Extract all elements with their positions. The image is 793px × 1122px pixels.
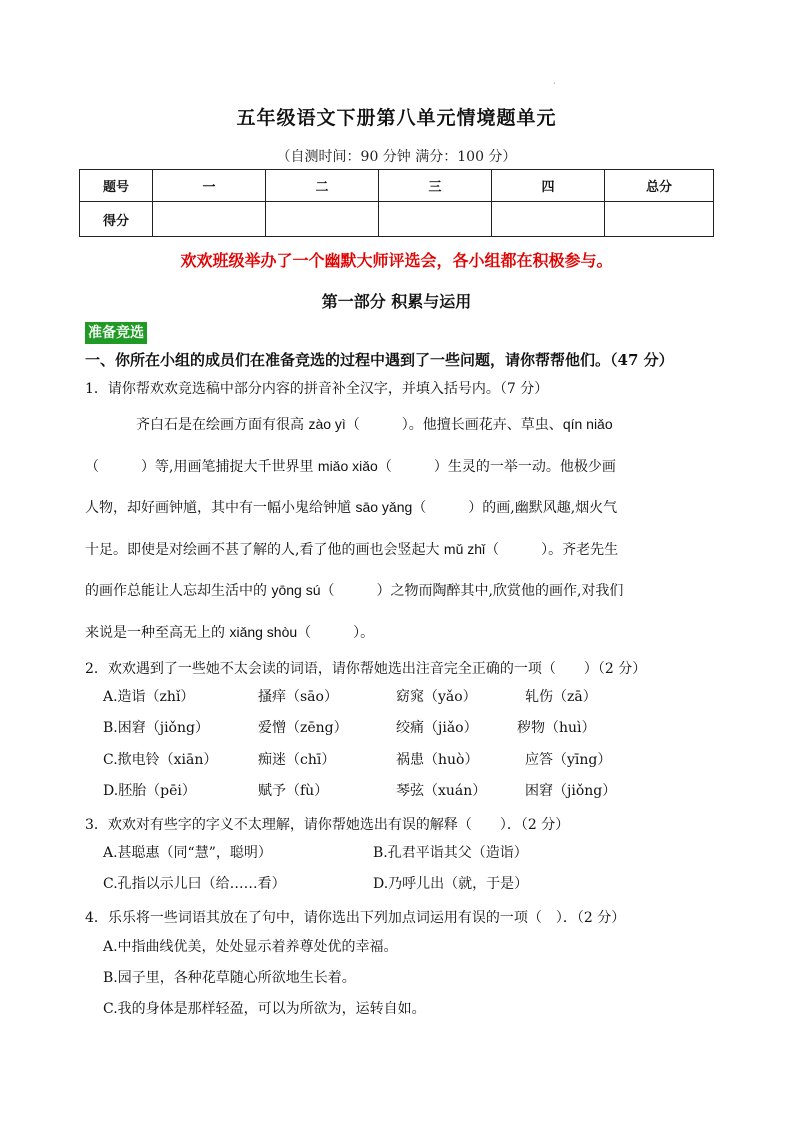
q4-option-a: A.中指曲线优美，处处显示着养尊处优的幸福。 bbox=[103, 939, 398, 955]
score-input-cell[interactable] bbox=[266, 202, 379, 237]
part-title: 第一部分 积累与运用 bbox=[321, 292, 472, 311]
q4-stem: 4．乐乐将一些词语其放在了句中，请你选出下列加点词运用有误的一项（ ）．（2 分） bbox=[85, 910, 626, 926]
score-input-cell[interactable] bbox=[379, 202, 492, 237]
score-input-cell[interactable] bbox=[153, 202, 266, 237]
section-tag: 准备竞选 bbox=[85, 322, 147, 344]
q1-text: （ ）。他擅长画花卉、草虫、 bbox=[345, 417, 563, 433]
q1-text: （ ）生灵的一举一动。他极少画 bbox=[377, 459, 616, 475]
q1-text: 的画作总能让人忘却生活中的 bbox=[85, 583, 272, 599]
q2-option-d2: 赋予（fù） bbox=[258, 783, 329, 799]
q3-stem: 3．欢欢对有些字的字义不太理解，请你帮她选出有误的解释（ ）．（2 分） bbox=[85, 817, 570, 833]
score-table bbox=[79, 169, 714, 237]
q1-text: 人物，却好画钟馗，其中有一幅小鬼给钟馗 bbox=[85, 500, 356, 516]
q1-pinyin: qín niǎo bbox=[562, 416, 613, 432]
q1-text: （ ）的画,幽默风趣,烟火气 bbox=[412, 500, 618, 516]
q1-line-6 bbox=[85, 622, 710, 643]
section-heading: 一、你所在小组的成员们在准备竞选的过程中遇到了一些问题，请你帮帮他们。（47 分） bbox=[85, 351, 674, 369]
q4-option-b: B.园子里，各种花草随心所欲地生长着。 bbox=[103, 970, 356, 986]
q2-option-b2: 爱憎（zēng） bbox=[258, 720, 348, 736]
q2-option-d4: 困窘（jiǒng） bbox=[525, 783, 617, 799]
q3-option-d: D.乃呼儿出（就，于是） bbox=[373, 876, 529, 892]
q2-option-d1: D.胚胎（pēi） bbox=[103, 783, 196, 799]
score-input-cell[interactable] bbox=[492, 202, 605, 237]
q1-line-4 bbox=[85, 539, 710, 560]
q1-text: （ ）。 bbox=[297, 625, 375, 641]
q1-text: （ ）之物而陶醉其中,欣赏他的画作,对我们 bbox=[320, 583, 624, 599]
page-title: 五年级语文下册第八单元情境题单元 bbox=[236, 107, 557, 129]
q1-text: 十足。即使是对绘画不甚了解的人,看了他的画也会竖起大 bbox=[85, 542, 444, 558]
q2-option-c1: C.揿电铃（xiān） bbox=[103, 752, 218, 768]
q1-text: 齐白石是在绘画方面有很高 bbox=[136, 417, 309, 433]
q3-option-c: C.孔指以示儿曰（给……看） bbox=[103, 876, 286, 892]
q2-option-a1: A.造诣（zhǐ） bbox=[103, 689, 195, 705]
score-table-score-row bbox=[80, 202, 714, 237]
q2-option-c4: 应答（yīng） bbox=[525, 752, 612, 768]
page-subtitle: （自测时间：90 分钟 满分：100 分） bbox=[276, 149, 517, 165]
score-header-cell: 总分 bbox=[605, 170, 714, 202]
q1-pinyin: yōng sú bbox=[271, 582, 321, 598]
q1-text: （ ）。齐老先生 bbox=[485, 542, 619, 558]
q3-option-a: A.甚聪惠（同“慧”，聪明） bbox=[103, 845, 272, 861]
q1-line-2 bbox=[85, 456, 710, 477]
q2-option-d3: 琴弦（xuán） bbox=[396, 783, 487, 799]
q1-text: （ ）等,用画笔捕捉大千世界里 bbox=[85, 459, 318, 475]
score-table-header-row bbox=[80, 170, 714, 202]
score-header-cell: 三 bbox=[379, 170, 492, 202]
q1-line-3 bbox=[85, 497, 710, 518]
q1-pinyin: mǔ zhǐ bbox=[443, 541, 486, 557]
scenario-banner: 欢欢班级举办了一个幽默大师评选会，各小组都在积极参与。 bbox=[180, 251, 613, 270]
q2-option-a4: 轧伤（zā） bbox=[525, 689, 597, 705]
score-header-cell: 四 bbox=[492, 170, 605, 202]
q2-option-b1: B.困窘（jiǒng） bbox=[103, 720, 209, 736]
q1-pinyin: sāo yǎng bbox=[355, 499, 413, 515]
q2-option-a3: 窈窕（yǎo） bbox=[396, 689, 477, 705]
q2-option-b3: 绞痛（jiǎo） bbox=[396, 720, 478, 736]
score-row-label: 得分 bbox=[80, 202, 153, 237]
q1-line-5 bbox=[85, 580, 710, 601]
q2-option-a2: 搔痒（sāo） bbox=[258, 689, 338, 705]
q1-line-1 bbox=[85, 414, 710, 435]
q2-option-c3: 祸患（huò） bbox=[396, 752, 479, 768]
q2-option-c2: 痴迷（chī） bbox=[258, 752, 336, 768]
q1-text: 来说是一种至高无上的 bbox=[85, 625, 230, 641]
scan-dot: · bbox=[553, 79, 556, 88]
q1-pinyin: xiǎng shòu bbox=[229, 624, 298, 640]
q3-option-b: B.孔君平诣其父（造诣） bbox=[373, 845, 528, 861]
q1-pinyin: miǎo xiǎo bbox=[317, 458, 378, 474]
score-header-cell: 题号 bbox=[80, 170, 153, 202]
q2-stem: 2．欢欢遇到了一些她不太会读的词语，请你帮她选出注音完全正确的一项（ ）（2 分） bbox=[85, 661, 647, 677]
score-header-cell: 一 bbox=[153, 170, 266, 202]
score-input-cell[interactable] bbox=[605, 202, 714, 237]
q1-pinyin: zào yì bbox=[308, 416, 346, 432]
q2-option-b4: 秽物（huì） bbox=[517, 720, 596, 736]
q1-stem: 1．请你帮欢欢竞选稿中部分内容的拼音补全汉字，并填入括号内。（7 分） bbox=[85, 381, 549, 397]
q4-option-c: C.我的身体是那样轻盈，可以为所欲为，运转自如。 bbox=[103, 1001, 426, 1017]
score-header-cell: 二 bbox=[266, 170, 379, 202]
